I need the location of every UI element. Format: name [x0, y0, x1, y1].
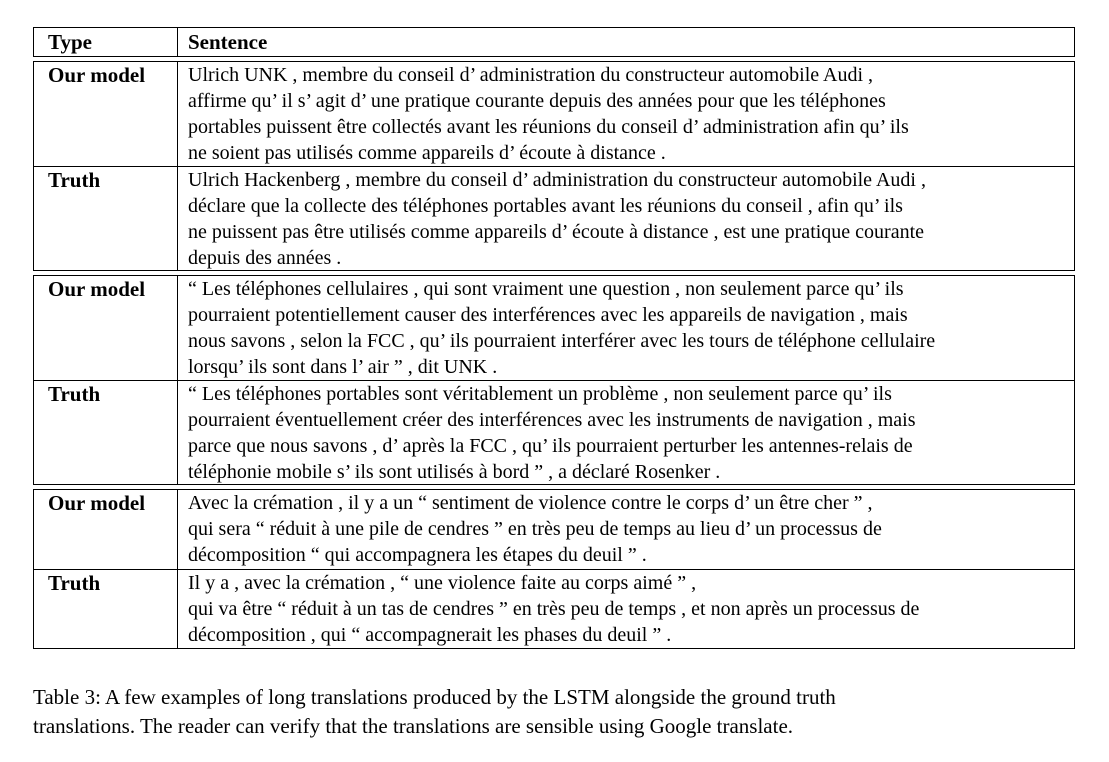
row-type: Our model: [48, 277, 146, 301]
table-row: [34, 380, 1074, 484]
header-sentence: Sentence: [188, 30, 268, 54]
example-group-2: [33, 275, 1075, 485]
table-row: [34, 62, 1074, 166]
sentence-line: décomposition “ qui accompagnera les étapes du deuil ” .: [188, 544, 647, 566]
row-sentence: [188, 381, 1068, 485]
sentence-line: Ulrich UNK , membre du conseil d’ administration du constructeur automobile Audi ,: [188, 64, 874, 86]
row-type: Our model: [48, 491, 146, 515]
sentence-line: décomposition , qui “ accompagnerait les phases du deuil ” .: [188, 624, 672, 646]
table-row: [34, 569, 1074, 648]
sentence-line: depuis des années .: [188, 247, 342, 269]
row-sentence: [188, 276, 1068, 380]
sentence-line: “ Les téléphones portables sont véritablement un problème , non seulement parce qu’ ils: [188, 383, 892, 405]
table-caption: [33, 683, 1075, 741]
sentence-line: “ Les téléphones cellulaires , qui sont vraiment une question , non seulement parce qu’ ils: [188, 278, 904, 300]
sentence-line: pourraient potentiellement causer des interférences avec les appareils de navigation , mais: [188, 304, 908, 326]
column-divider: [177, 28, 178, 56]
caption-line: translations. The reader can verify that the translations are sensible using Google translate.: [33, 714, 794, 738]
table-row: [34, 490, 1074, 569]
translation-table: [33, 27, 1075, 649]
sentence-line: Ulrich Hackenberg , membre du conseil d’ administration du constructeur automobile Audi ,: [188, 169, 926, 191]
row-sentence: [188, 62, 1068, 166]
table-row: [34, 166, 1074, 270]
sentence-line: Il y a , avec la crémation , “ une violence faite au corps aimé ” ,: [188, 572, 697, 594]
sentence-line: ne soient pas utilisés comme appareils d’ écoute à distance .: [188, 142, 666, 164]
sentence-line: lorsqu’ ils sont dans l’ air ” , dit UNK .: [188, 356, 498, 378]
sentence-line: déclare que la collecte des téléphones portables avant les réunions du conseil , afin qu’ ils: [188, 195, 903, 217]
sentence-line: qui sera “ réduit à une pile de cendres ” en très peu de temps au lieu d’ un processus de: [188, 518, 882, 540]
row-sentence: [188, 570, 1068, 648]
sentence-line: ne puissent pas être utilisés comme appareils d’ écoute à distance , est une pratique courante: [188, 221, 925, 243]
header-type: Type: [48, 30, 92, 54]
row-type: Truth: [48, 571, 101, 595]
row-sentence: [188, 490, 1068, 568]
row-sentence: [188, 167, 1068, 271]
sentence-line: nous savons , selon la FCC , qu’ ils pourraient interférer avec les tours de téléphone cellulaire: [188, 330, 936, 352]
row-type: Truth: [48, 382, 101, 406]
sentence-line: portables puissent être collectés avant les réunions du conseil d’ administration afin qu’ ils: [188, 116, 909, 138]
sentence-line: affirme qu’ il s’ agit d’ une pratique courante depuis des années pour que les téléphones: [188, 90, 886, 112]
row-type: Truth: [48, 168, 101, 192]
example-group-3: [33, 489, 1075, 649]
sentence-line: téléphonie mobile s’ ils sont utilisés à bord ” , a déclaré Rosenker .: [188, 461, 721, 483]
table-header: [33, 27, 1075, 57]
sentence-line: pourraient éventuellement créer des interférences avec les instruments de navigation , mais: [188, 409, 916, 431]
sentence-line: Avec la crémation , il y a un “ sentiment de violence contre le corps d’ un être cher ” ,: [188, 492, 873, 514]
example-group-1: [33, 61, 1075, 271]
caption-line: Table 3: A few examples of long translations produced by the LSTM alongside the ground truth: [33, 685, 836, 709]
table-row: [34, 276, 1074, 380]
sentence-line: parce que nous savons , d’ après la FCC , qu’ ils pourraient perturber les antennes-relais de: [188, 435, 913, 457]
sentence-line: qui va être “ réduit à un tas de cendres ” en très peu de temps , et non après un processus de: [188, 598, 920, 620]
row-type: Our model: [48, 63, 146, 87]
